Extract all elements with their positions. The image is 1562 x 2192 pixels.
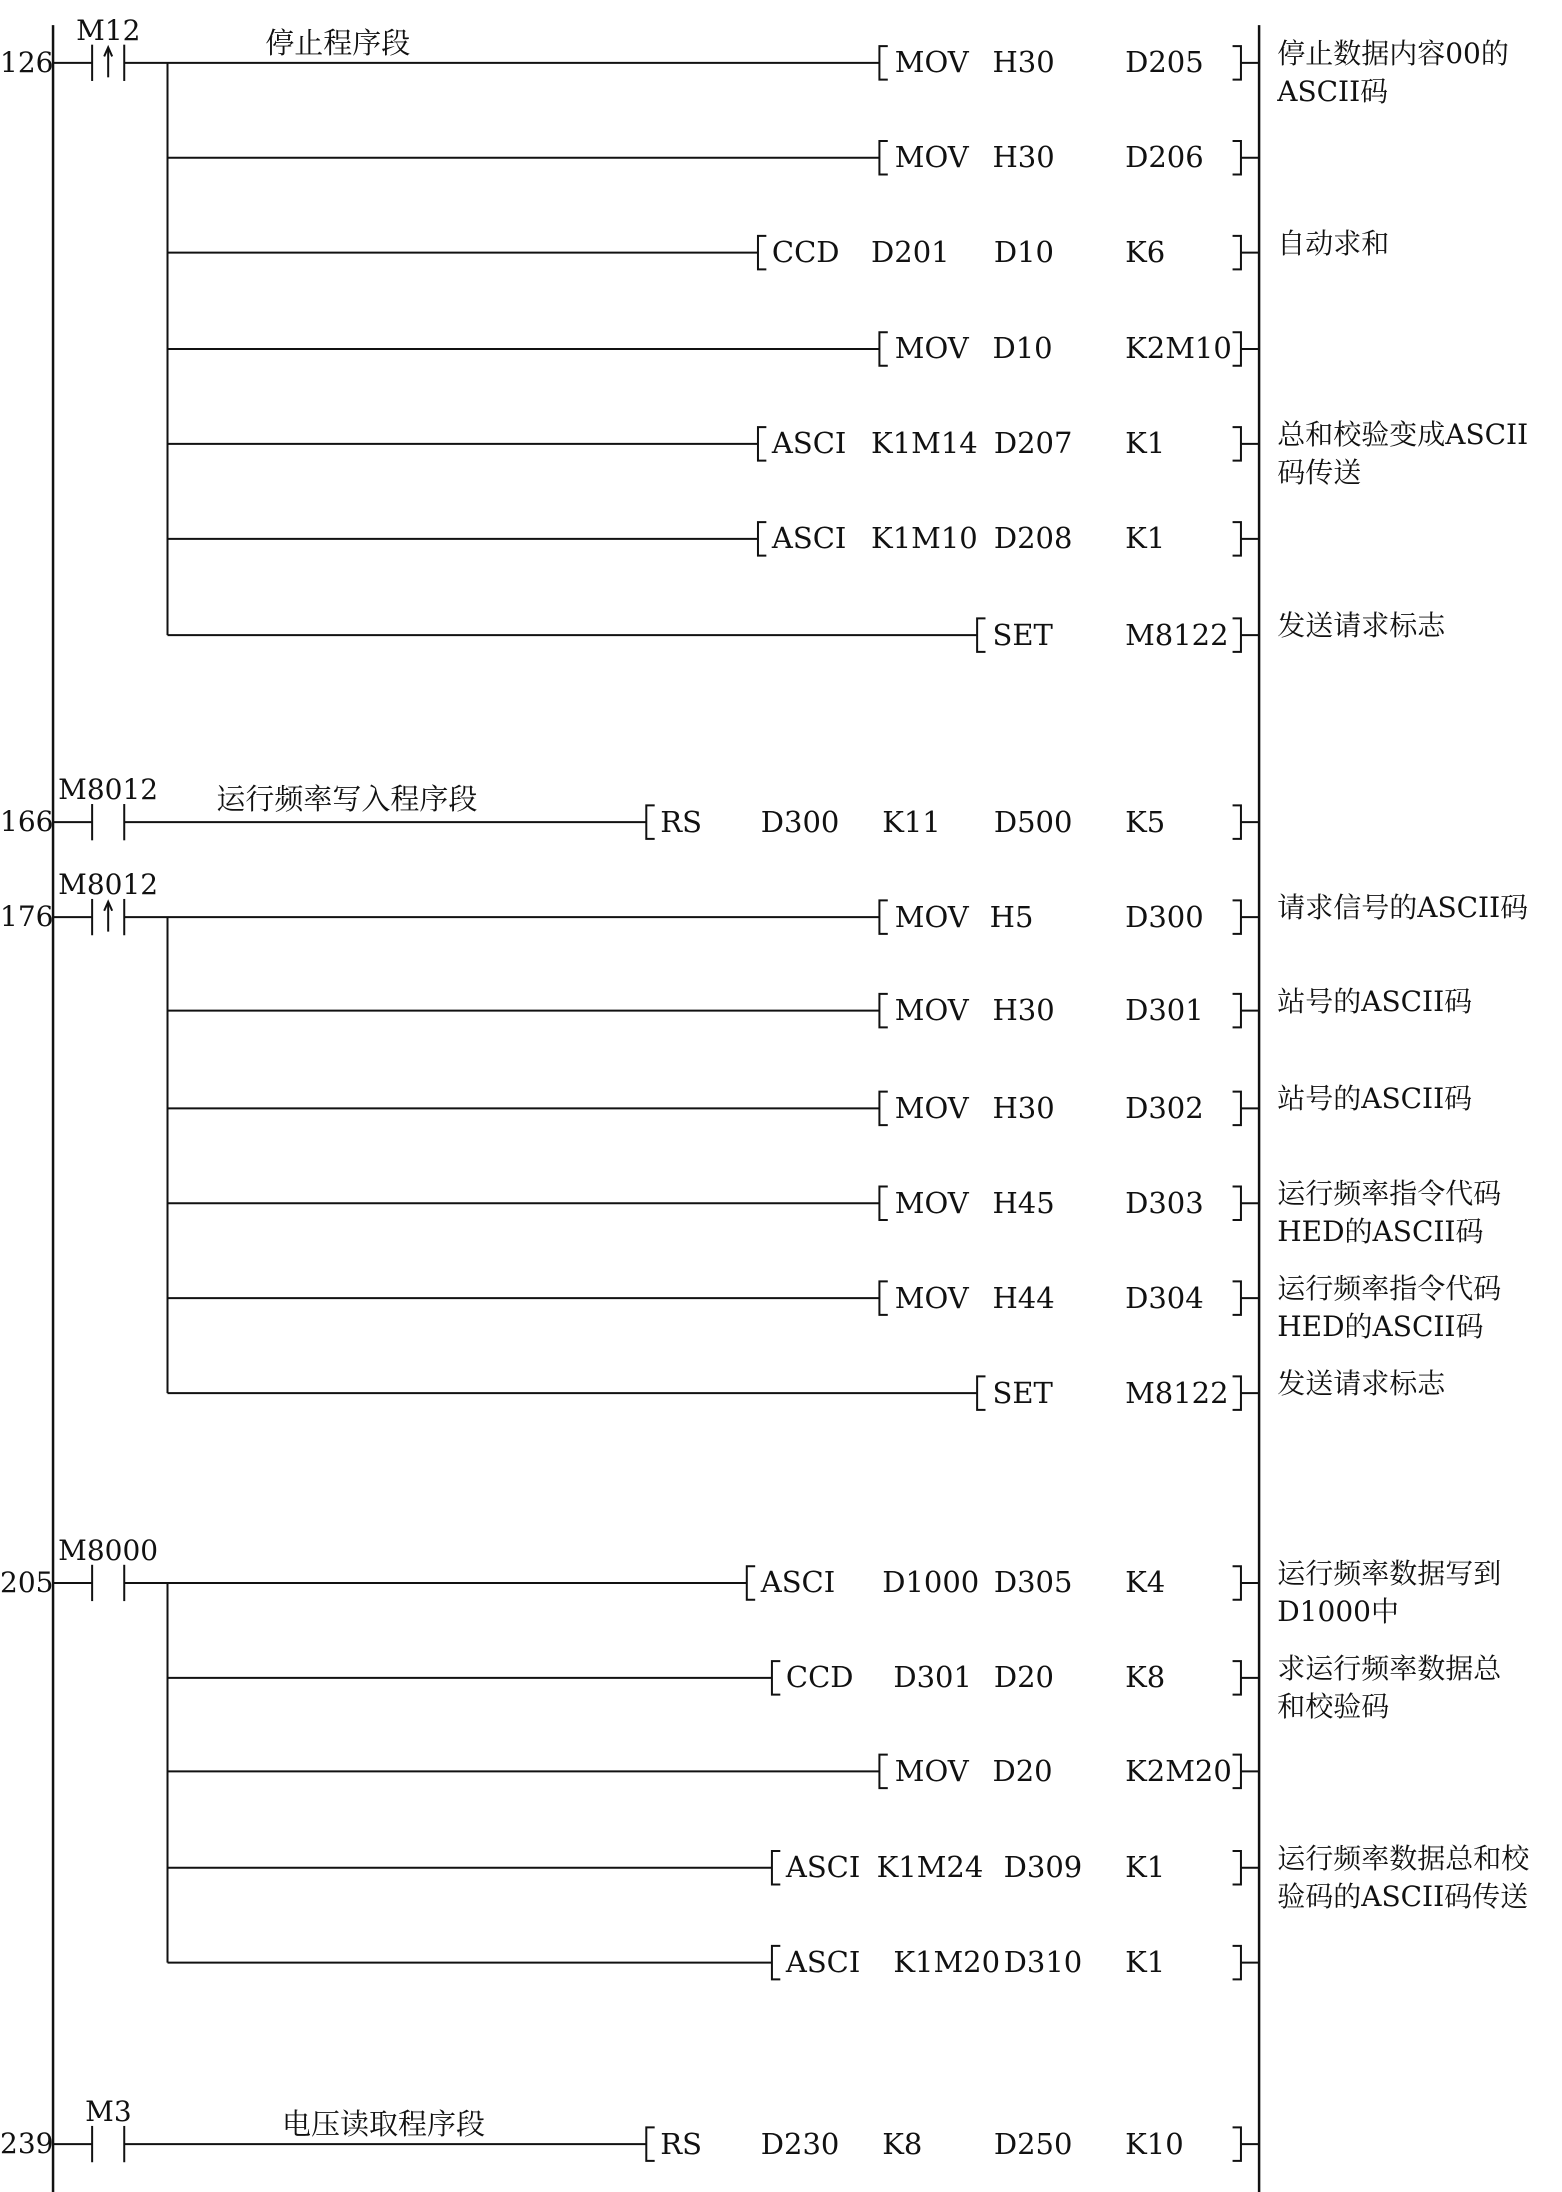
instruction-bracket-right [1233,1661,1241,1695]
instruction-operand: K5 [1125,804,1166,839]
instruction-operand: D205 [1125,45,1204,80]
rung-line-number: 239 [0,2127,54,2161]
instruction-mnemonic: ASCI [771,426,847,461]
instruction-operand: M8122 [1125,1375,1229,1410]
instruction-bracket-right [1233,1281,1241,1315]
instruction-operand: D303 [1125,1185,1204,1220]
instruction-bracket-right [1233,46,1241,80]
instruction-bracket-left [758,522,766,556]
instruction-mnemonic: MOV [894,1753,969,1788]
instruction-operand: K1 [1125,1945,1166,1980]
instruction-bracket-right [1233,427,1241,461]
instruction-bracket-right [1233,1755,1241,1789]
instruction-bracket-right [1233,141,1241,175]
instruction-operand: D304 [1125,1280,1204,1315]
rung-comment: 自动求和 [1277,226,1390,260]
instruction-mnemonic: SET [992,617,1053,652]
instruction-operand: K2M10 [1125,331,1232,366]
instruction-mnemonic: CCD [785,1660,854,1695]
instruction-bracket-right [1233,2127,1241,2161]
instruction-bracket-right [1233,1092,1241,1126]
instruction-bracket-left [646,805,654,839]
contact-label: M8012 [58,867,159,901]
instruction-bracket-left [879,1092,887,1126]
section-title: 停止程序段 [265,25,411,60]
instruction-bracket-right [1233,332,1241,366]
instruction-bracket-right [1233,994,1241,1028]
rung-comment: 运行频率指令代码 HED的ASCII码 [1277,1177,1502,1249]
instruction-operand: D1000 [882,1565,980,1600]
rung-line-number: 126 [0,45,54,79]
instruction-operand: K6 [1125,235,1166,270]
instruction-operand: K1M20 [893,1945,1001,1980]
instruction-operand: K4 [1125,1565,1166,1600]
instruction-bracket-left [879,1187,887,1221]
rung-comment: 站号的ASCII码 [1277,984,1473,1018]
instruction-bracket-left [879,994,887,1028]
instruction-operand: D201 [871,235,950,270]
instruction-mnemonic: ASCI [760,1565,836,1600]
instruction-operand: D206 [1125,140,1204,175]
rung-comment: 求运行频率数据总 和校验码 [1277,1651,1502,1723]
instruction-operand: H5 [989,899,1034,934]
rung-comment: 请求信号的ASCII码 [1277,891,1529,925]
instruction-operand: D250 [993,2126,1073,2161]
instruction-mnemonic: ASCI [785,1850,861,1885]
instruction-mnemonic: ASCI [785,1945,861,1980]
instruction-operand: D10 [993,235,1055,270]
contact-label: M8012 [58,773,159,807]
instruction-operand: M8122 [1125,617,1229,652]
instruction-operand: H30 [992,45,1055,80]
instruction-mnemonic: MOV [894,1280,969,1315]
instruction-bracket-left [977,618,985,652]
instruction-mnemonic: MOV [894,993,969,1028]
instruction-operand: D301 [893,1660,972,1695]
instruction-operand: K1M14 [871,426,978,461]
instruction-bracket-right [1233,618,1241,652]
contact-label: M8000 [58,1533,159,1567]
instruction-bracket-left [879,1755,887,1789]
section-title: 电压读取程序段 [281,2107,485,2142]
instruction-bracket-left [977,1376,985,1410]
instruction-bracket-right [1233,1566,1241,1600]
rung-comment: 运行频率数据写到 D1000中 [1277,1557,1502,1629]
instruction-mnemonic: MOV [894,45,969,80]
instruction-bracket-left [646,2127,654,2161]
contact-label: M12 [76,13,141,47]
instruction-bracket-right [1233,1851,1241,1885]
rung-line-number: 166 [0,805,54,839]
rung-comment: 发送请求标志 [1277,1367,1446,1401]
instruction-bracket-right [1233,1187,1241,1221]
instruction-mnemonic: ASCI [771,521,847,556]
instruction-bracket-left [772,1946,780,1980]
rung-line-number: 176 [0,900,54,934]
instruction-bracket-right [1233,1946,1241,1980]
rung-comment: 停止数据内容00的 ASCII码 [1277,36,1509,108]
instruction-mnemonic: RS [660,804,702,839]
instruction-operand: K1M24 [876,1850,984,1885]
instruction-mnemonic: MOV [894,331,969,366]
section-title: 运行频率写入程序段 [216,782,478,817]
instruction-mnemonic: MOV [894,1090,969,1125]
instruction-bracket-left [772,1851,780,1885]
rung-comment: 运行频率指令代码 HED的ASCII码 [1277,1272,1502,1344]
instruction-operand: H30 [992,993,1055,1028]
instruction-mnemonic: RS [660,2126,702,2161]
rung-comment: 运行频率数据总和校 验码的ASCII码传送 [1277,1841,1530,1913]
instruction-operand: D208 [993,521,1073,556]
instruction-operand: K8 [882,2126,923,2161]
instruction-operand: D310 [1003,1945,1083,1980]
instruction-bracket-left [747,1566,755,1600]
contact-label: M3 [85,2094,132,2128]
instruction-bracket-left [758,236,766,270]
rung-comment: 发送请求标志 [1277,609,1446,643]
instruction-operand: D500 [993,804,1073,839]
instruction-operand: D301 [1125,993,1204,1028]
instruction-mnemonic: SET [992,1375,1053,1410]
instruction-operand: D10 [992,331,1053,366]
instruction-operand: D302 [1125,1090,1204,1125]
instruction-bracket-left [772,1661,780,1695]
instruction-bracket-right [1233,236,1241,270]
instruction-operand: D20 [992,1753,1053,1788]
instruction-operand: H45 [992,1185,1055,1220]
instruction-bracket-left [879,1281,887,1315]
instruction-bracket-left [879,141,887,175]
instruction-operand: K1M10 [871,521,978,556]
instruction-operand: K11 [882,804,941,839]
instruction-mnemonic: CCD [771,235,840,270]
rung-comment: 站号的ASCII码 [1277,1082,1473,1116]
instruction-bracket-left [758,427,766,461]
instruction-bracket-left [879,332,887,366]
instruction-operand: D305 [993,1565,1073,1600]
instruction-mnemonic: MOV [894,140,969,175]
instruction-bracket-left [879,46,887,80]
instruction-mnemonic: MOV [894,1185,969,1220]
rung-line-number: 205 [0,1565,54,1599]
instruction-operand: K2M20 [1125,1753,1232,1788]
instruction-operand: K10 [1125,2126,1184,2161]
instruction-operand: D207 [993,426,1073,461]
instruction-operand: D230 [760,2126,840,2161]
instruction-operand: K1 [1125,426,1166,461]
instruction-bracket-right [1233,900,1241,934]
instruction-operand: H44 [992,1280,1055,1315]
instruction-operand: D309 [1003,1850,1083,1885]
instruction-operand: D20 [993,1660,1055,1695]
instruction-mnemonic: MOV [894,899,969,934]
instruction-bracket-right [1233,522,1241,556]
instruction-bracket-right [1233,1376,1241,1410]
instruction-operand: K8 [1125,1660,1166,1695]
instruction-operand: D300 [760,804,840,839]
instruction-operand: K1 [1125,521,1166,556]
instruction-bracket-right [1233,805,1241,839]
instruction-bracket-left [879,900,887,934]
instruction-operand: K1 [1125,1850,1166,1885]
instruction-operand: H30 [992,140,1055,175]
instruction-operand: D300 [1125,899,1204,934]
instruction-operand: H30 [992,1090,1055,1125]
rung-comment: 总和校验变成ASCII 码传送 [1277,417,1529,489]
